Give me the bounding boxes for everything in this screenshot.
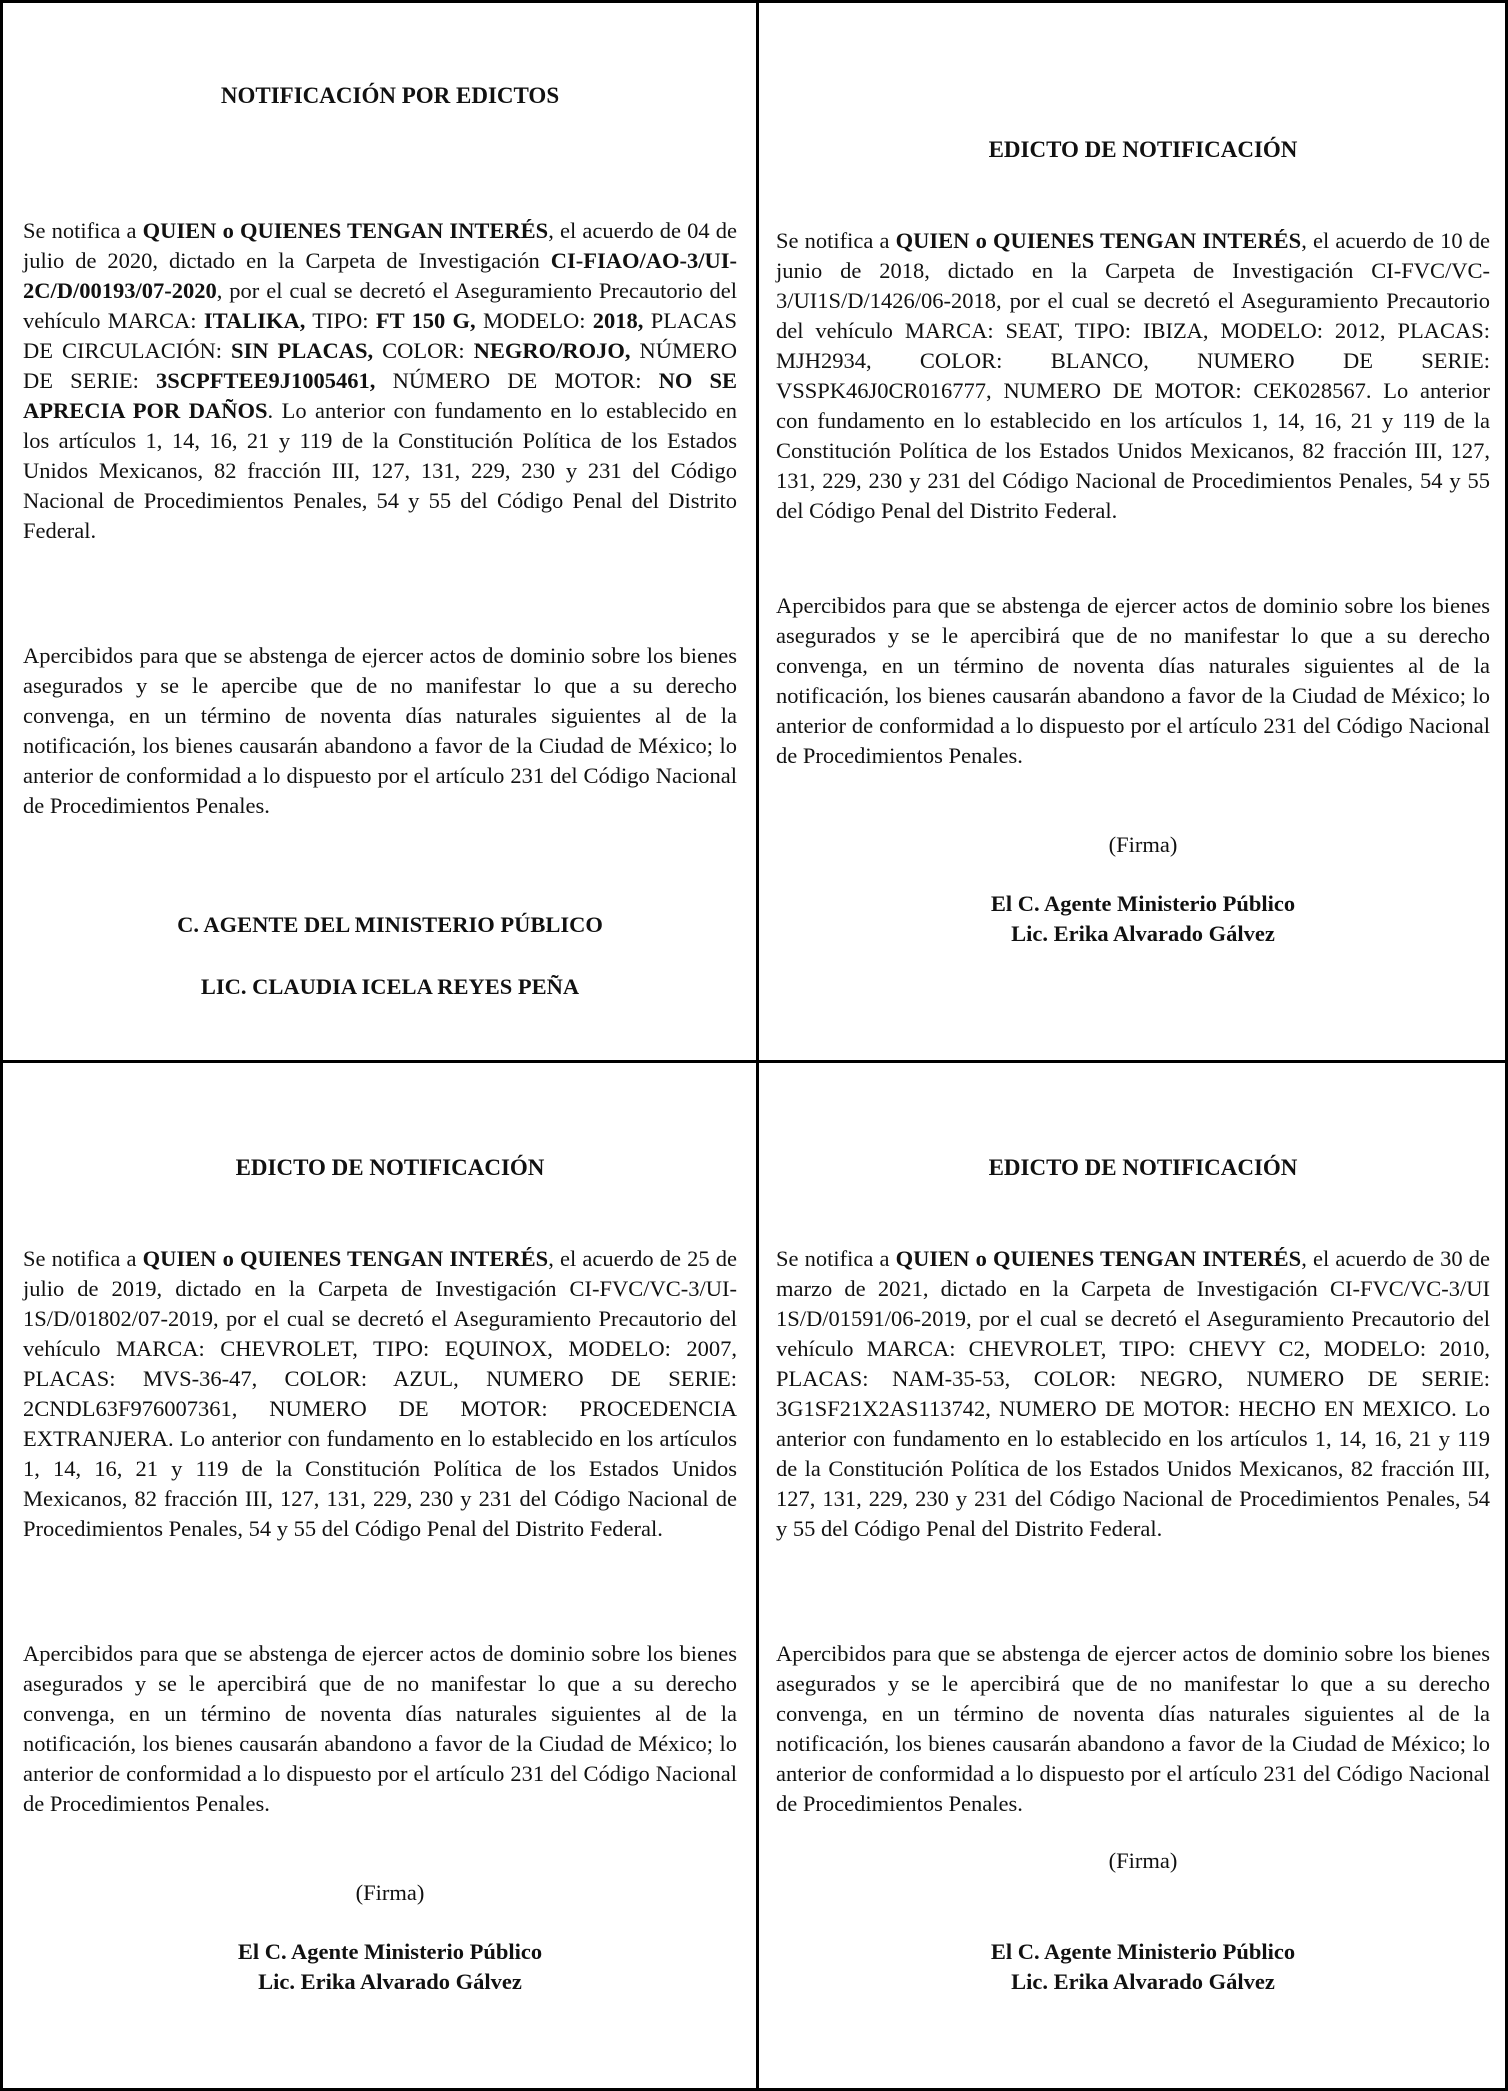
bold-segment: QUIEN o QUIENES TENGAN INTERÉS xyxy=(142,218,549,243)
text-segment: , el acuerdo de 10 de junio de 2018, dictado en la Carpeta de Investigación CI-FVC/VC-3/UI1S/D/1426/06-2018, por el cual se decretó el Aseguramiento Precautorio del vehículo MARCA: SEAT, TIPO: IBIZA, MODELO: 2012, PLACAS: MJH2934, COLOR: BLANCO, NUMERO DE SERIE: VSSPK46J0CR016777, NUMERO DE MOTOR: CEK028567. Lo anterior con fundamento en lo establecido en los artículos 1, 14, 16, 21 y 119 de la Constitución Política de los Estados Unidos Mexicanos, 82 fracción III, 127, 131, 229, 230 y 231 del Código Nacional de Procedimientos Penales, 54 y 55 del Código Penal del Distrito Federal. xyxy=(776,228,1490,523)
signature-placeholder: (Firma) xyxy=(355,1880,425,1905)
bold-segment: 2018, xyxy=(592,308,644,333)
text-segment: TIPO: xyxy=(305,308,376,333)
text-segment: MODELO: xyxy=(475,308,593,333)
text-segment: , el acuerdo de 04 de julio de 2020, dictado en la Carpeta de Investigación xyxy=(23,218,737,273)
edict-title: NOTIFICACIÓN POR EDICTOS xyxy=(220,83,560,108)
edict-title: EDICTO DE NOTIFICACIÓN xyxy=(988,137,1298,162)
signer-title: El C. Agente Ministerio Público xyxy=(990,1939,1296,1964)
edict-body xyxy=(23,1244,737,1544)
text-segment: COLOR: xyxy=(373,338,474,363)
edict-body xyxy=(776,226,1490,526)
edict-panel-3 xyxy=(23,1063,757,2091)
signer-name: Lic. Erika Alvarado Gálvez xyxy=(1011,921,1275,946)
edict-warning-paragraph: Apercibidos para que se abstenga de ejercer actos de dominio sobre los bienes asegurados y se le apercibirá que de no manifestar lo que a su derecho convenga, en un término de noventa días naturales siguientes al de la notificación, los bienes causarán abandono a favor de la Ciudad de México; lo anterior de conformidad a lo dispuesto por el artículo 231 del Código Nacional de Procedimientos Penales. xyxy=(776,593,1490,768)
bold-segment: QUIEN o QUIENES TENGAN INTERÉS xyxy=(142,1246,549,1271)
edict-panel-1 xyxy=(23,3,757,1060)
edict-warning-paragraph: Apercibidos para que se abstenga de ejercer actos de dominio sobre los bienes asegurados y se le apercibirá que de no manifestar lo que a su derecho convenga, en un término de noventa días naturales siguientes al de la notificación, los bienes causarán abandono a favor de la Ciudad de México; lo anterior de conformidad a lo dispuesto por el artículo 231 del Código Nacional de Procedimientos Penales. xyxy=(776,1641,1490,1816)
signature-placeholder: (Firma) xyxy=(1108,1848,1178,1873)
text-segment: NÚMERO DE SERIE: xyxy=(23,338,738,393)
edict-title: EDICTO DE NOTIFICACIÓN xyxy=(988,1155,1298,1180)
bold-segment: NO SE APRECIA POR DAÑOS xyxy=(23,368,737,423)
edict-warning-paragraph: Apercibidos para que se abstenga de ejercer actos de dominio sobre los bienes asegurados y se le apercibe que de no manifestar lo que a su derecho convenga, en un término de noventa días naturales siguientes al de la notificación, los bienes causarán abandono a favor de la Ciudad de México; lo anterior de conformidad a lo dispuesto por el artículo 231 del Código Nacional de Procedimientos Penales. xyxy=(23,643,737,818)
text-segment: Se notifica a xyxy=(776,1246,896,1271)
signer-name: LIC. CLAUDIA ICELA REYES PEÑA xyxy=(200,974,580,999)
signer-title: C. AGENTE DEL MINISTERIO PÚBLICO xyxy=(177,912,603,937)
bold-segment: QUIEN o QUIENES TENGAN INTERÉS xyxy=(895,1246,1302,1271)
edict-body xyxy=(776,1244,1490,1544)
text-segment: NÚMERO DE MOTOR: xyxy=(375,368,659,393)
signer-title: El C. Agente Ministerio Público xyxy=(990,891,1296,916)
bold-segment: FT 150 G, xyxy=(375,308,476,333)
edict-panel-4 xyxy=(776,1063,1508,2091)
edict-warning-paragraph: Apercibidos para que se abstenga de ejercer actos de dominio sobre los bienes asegurados y se le apercibirá que de no manifestar lo que a su derecho convenga, en un término de noventa días naturales siguientes al de la notificación, los bienes causarán abandono a favor de la Ciudad de México; lo anterior de conformidad a lo dispuesto por el artículo 231 del Código Nacional de Procedimientos Penales. xyxy=(23,1641,737,1816)
bold-segment: 3SCPFTEE9J1005461, xyxy=(156,368,376,393)
bold-segment: NEGRO/ROJO, xyxy=(473,338,631,363)
text-segment: , el acuerdo de 30 de marzo de 2021, dictado en la Carpeta de Investigación CI-FVC/VC-3/UI 1S/D/01591/06-2019, por el cual se decretó el Aseguramiento Precautorio del vehículo MARCA: CHEVROLET, TIPO: CHEVY C2, MODELO: 2010, PLACAS: NAM-35-53, COLOR: NEGRO, NUMERO DE SERIE: 3G1SF21X2AS113742, NUMERO DE MOTOR: HECHO EN MEXICO. Lo anterior con fundamento en lo establecido en los artículos 1, 14, 16, 21 y 119 de la Constitución Política de los Estados Unidos Mexicanos, 82 fracción III, 127, 131, 229, 230 y 231 del Código Nacional de Procedimientos Penales, 54 y 55 del Código Penal del Distrito Federal. xyxy=(776,1246,1490,1541)
text-segment: . Lo anterior con fundamento en lo establecido en los artículos 1, 14, 16, 21 y 119 de la Constitución Política de los Estados Unidos Mexicanos, 82 fracción III, 127, 131, 229, 230 y 231 del Código Nacional de Procedimientos Penales, 54 y 55 del Código Penal del Distrito Federal. xyxy=(23,398,737,543)
text-segment: PLACAS DE CIRCULACIÓN: xyxy=(23,308,738,363)
signer-title: El C. Agente Ministerio Público xyxy=(237,1939,543,1964)
text-segment: Se notifica a xyxy=(23,1246,143,1271)
signer-name: Lic. Erika Alvarado Gálvez xyxy=(258,1969,522,1994)
edict-body xyxy=(23,216,737,546)
text-segment: Se notifica a xyxy=(23,218,143,243)
text-segment: Se notifica a xyxy=(776,228,896,253)
bold-segment: QUIEN o QUIENES TENGAN INTERÉS xyxy=(895,228,1302,253)
text-segment: , el acuerdo de 25 de julio de 2019, dictado en la Carpeta de Investigación CI-FVC/VC-3/UI- 1S/D/01802/07-2019, por el cual se decretó el Aseguramiento Precautorio del vehículo MARCA: CHEVROLET, TIPO: EQUINOX, MODELO: 2007, PLACAS: MVS-36-47, COLOR: AZUL, NUMERO DE SERIE: 2CNDL63F976007361, NUMERO DE MOTOR: PROCEDENCIA EXTRANJERA. Lo anterior con fundamento en lo establecido en los artículos 1, 14, 16, 21 y 119 de la Constitución Política de los Estados Unidos Mexicanos, 82 fracción III, 127, 131, 229, 230 y 231 del Código Nacional de Procedimientos Penales, 54 y 55 del Código Penal del Distrito Federal. xyxy=(23,1246,737,1541)
signer-name: Lic. Erika Alvarado Gálvez xyxy=(1011,1969,1275,1994)
text-segment: , por el cual se decretó el Aseguramiento Precautorio del vehículo MARCA: xyxy=(23,278,737,333)
edict-panel-2 xyxy=(776,3,1508,1060)
bold-segment: CI-FIAO/AO-3/UI-2C/D/00193/07-2020 xyxy=(23,248,737,303)
signature-placeholder: (Firma) xyxy=(1108,832,1178,857)
bold-segment: SIN PLACAS, xyxy=(230,338,374,363)
bold-segment: ITALIKA, xyxy=(203,308,306,333)
edict-title: EDICTO DE NOTIFICACIÓN xyxy=(235,1155,545,1180)
